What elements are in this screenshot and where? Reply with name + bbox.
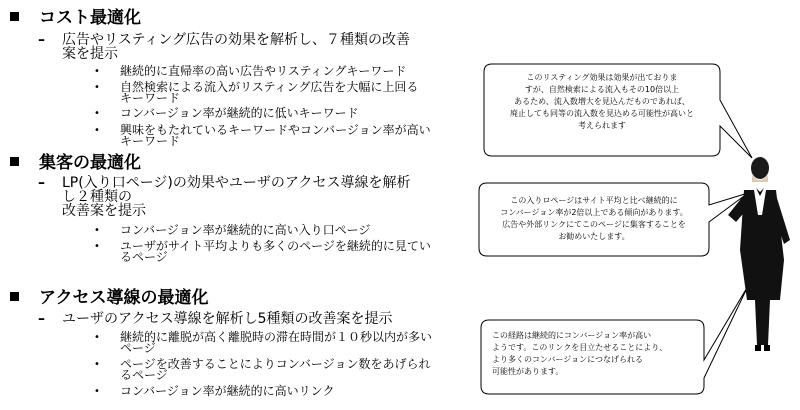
bullet-item: • コンバージョン率が継続的に高いリンク	[94, 384, 335, 398]
bullet-item: • 自然検索による流入がリスティング広告を大幅に上回る キーワード	[94, 80, 419, 105]
bullet-item: • ユーザがサイト平均よりも多くのページを継続的に見てい るページ	[94, 239, 431, 264]
callout-text-2: この入りロページはサイト平均と比べ継続的に コンバージョン率が2倍以上である傾向があります。 広告や外部リンクにてこのページに集客することを お勧めいたします。	[500, 196, 688, 241]
dash-icon: –	[38, 311, 45, 327]
bullet-item: • 継続的に離脱が高く離脱時の滞在時間が１０秒以内が多い ページ	[94, 330, 433, 355]
bullet-item: • 継続的に直帰率の高い広告やリスティングキーワード	[94, 64, 407, 78]
sub-point: – ユーザのアクセス導線を解析し5種類の改善案を提示	[38, 311, 393, 327]
callout-text-1: このリスティング効果は効果が出ておりま すが、自然検索による流入もその10倍以上 あるため、流入数増大を見込んだものであれば、 廃止しても同等の流入数を見込める可能性が高いと 考えられます	[510, 73, 694, 130]
dash-icon: –	[38, 32, 45, 48]
bullet-dot-icon: •	[94, 359, 100, 370]
section-title: 集客の最適化	[10, 153, 141, 173]
sub-point: – 広告やリスティング広告の効果を解析し、７種類の改善 案を提示	[38, 32, 411, 62]
callout-text-3: この経路は継続的にコンバージョン率が高い ようです。このリンクを目立たせることにより、 より多くのコンバージョンにつなげられる 可能性があります。	[492, 331, 668, 376]
sub-point: – LP(入り口ページ)の効果やユーザのアクセス導線を解析 し２種類の 改善案を提示	[38, 175, 411, 219]
bullet-item: • コンバージョン率が継続的に高い入り口ページ	[94, 223, 371, 237]
bullet-dot-icon: •	[94, 386, 100, 397]
section-title: コスト最適化	[10, 8, 141, 28]
bullet-item: • 興味をもたれているキーワードやコンバージョン率が高い キーワード	[94, 123, 431, 148]
bullet-item: • コンバージョン率が継続的に低いキーワード	[94, 106, 359, 120]
bullet-dot-icon: •	[94, 241, 100, 252]
bullet-item: • ページを改善することによりコンバージョン数をあげられ るページ	[94, 357, 431, 382]
dash-icon: –	[38, 175, 45, 191]
bullet-dot-icon: •	[94, 125, 100, 136]
bullet-dot-icon: •	[94, 82, 100, 93]
section-title: アクセス導線の最適化	[10, 288, 209, 308]
butler-figure-icon	[725, 157, 790, 351]
bullet-dot-icon: •	[94, 66, 100, 77]
bullet-dot-icon: •	[94, 225, 100, 236]
bullet-dot-icon: •	[94, 332, 100, 343]
bullet-dot-icon: •	[94, 108, 100, 119]
